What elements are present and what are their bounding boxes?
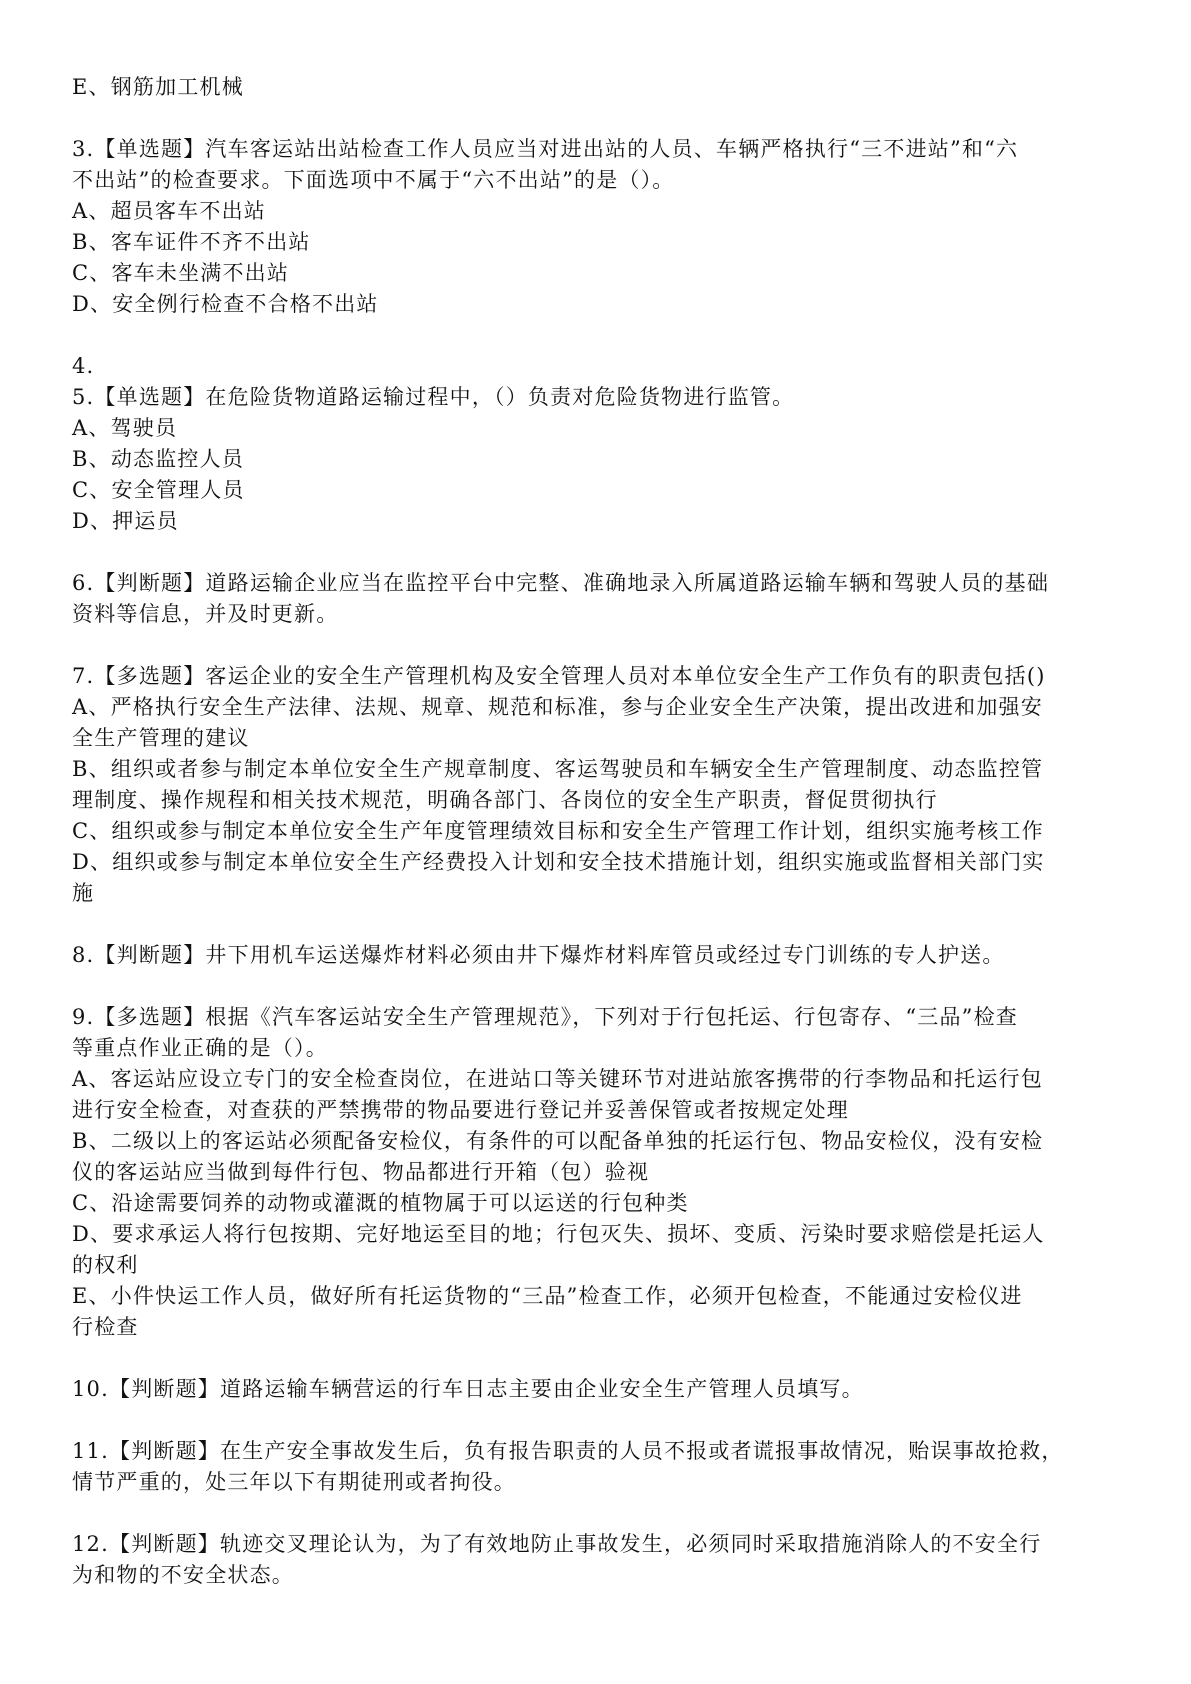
text-line: D、押运员 [72,509,179,533]
question-block [72,1529,1127,1591]
text-line: 行检查 [72,1315,139,1339]
text-line: 3.【单选题】汽车客运站出站检查工作人员应当对进出站的人员、车辆严格执行“三不进站”和“六 [72,137,1019,161]
text-line: 施 [72,881,95,905]
text-line: 等重点作业正确的是（）。 [72,1036,328,1060]
question-block [72,1436,1127,1498]
text-line: B、动态监控人员 [72,447,245,471]
paragraph-gap [72,1343,1127,1374]
text-line: 4. [72,354,95,378]
paragraph-gap [72,1405,1127,1436]
text-line: 资料等信息，并及时更新。 [72,602,339,626]
text-line: A、客运站应设立专门的安全检查岗位，在进站口等关键环节对进站旅客携带的行李物品和托运行包 [72,1067,1043,1091]
paragraph-gap [72,909,1127,940]
text-line: B、二级以上的客运站必须配备安检仪，有条件的可以配备单独的托运行包、物品安检仪，没有安检 [72,1129,1044,1153]
text-line: 理制度、操作规程和相关技术规范，明确各部门、各岗位的安全生产职责，督促贯彻执行 [72,788,938,812]
question-block [72,1002,1127,1343]
text-line: 8.【判断题】井下用机车运送爆炸材料必须由井下爆炸材料库管员或经过专门训练的专人护送。 [72,943,1005,967]
paragraph-gap [72,1498,1127,1529]
text-line: C、客车未坐满不出站 [72,261,290,285]
question-block [72,661,1127,909]
text-line: A、驾驶员 [72,416,178,440]
text-line: 6.【判断题】道路运输企业应当在监控平台中完整、准确地录入所属道路运输车辆和驾驶人员的基础 [72,571,1050,595]
text-line: 不出站”的检查要求。下面选项中不属于“六不出站”的是（）。 [72,168,675,192]
question-block [72,72,1127,103]
text-line: 12.【判断题】轨迹交叉理论认为，为了有效地防止事故发生，必须同时采取措施消除人的不安全行 [72,1532,1042,1556]
text-line: 11.【判断题】在生产安全事故发生后，负有报告职责的人员不报或者谎报事故情况，贻误事故抢救， [72,1439,1064,1463]
text-line: D、组织或参与制定本单位安全生产经费投入计划和安全技术措施计划，组织实施或监督相关部门实 [72,850,1045,874]
text-line: A、严格执行安全生产法律、法规、规章、规范和标准，参与企业安全生产决策，提出改进和加强安 [72,695,1043,719]
question-block [72,568,1127,630]
text-line: E、小件快运工作人员，做好所有托运货物的“三品”检查工作，必须开包检查，不能通过安检仪进 [72,1284,1023,1308]
text-line: 仪的客运站应当做到每件行包、物品都进行开箱（包）验视 [72,1160,650,1184]
paragraph-gap [72,320,1127,351]
text-line: 为和物的不安全状态。 [72,1563,294,1587]
text-line: 进行安全检查，对查获的严禁携带的物品要进行登记并妥善保管或者按规定处理 [72,1098,849,1122]
text-line: 9.【多选题】根据《汽车客运站安全生产管理规范》，下列对于行包托运、行包寄存、“三品”检查 [72,1005,1019,1029]
question-block [72,1374,1127,1405]
text-line: C、安全管理人员 [72,478,245,502]
text-line: B、客车证件不齐不出站 [72,230,311,254]
text-line: D、要求承运人将行包按期、完好地运至目的地；行包灭失、损坏、变质、污染时要求赔偿是托运人 [72,1222,1045,1246]
text-line: D、安全例行检查不合格不出站 [72,292,379,316]
question-block [72,351,1127,537]
text-line: 的权利 [72,1253,139,1277]
text-line: C、沿途需要饲养的动物或灌溉的植物属于可以运送的行包种类 [72,1191,689,1215]
text-line: 5.【单选题】在危险货物道路运输过程中，（）负责对危险货物进行监管。 [72,385,795,409]
text-line: 情节严重的，处三年以下有期徒刑或者拘役。 [72,1470,516,1494]
question-block [72,940,1127,971]
text-line: A、超员客车不出站 [72,199,266,223]
text-line: B、组织或者参与制定本单位安全生产规章制度、客运驾驶员和车辆安全生产管理制度、动态监控管 [72,757,1044,781]
text-line: 7.【多选题】客运企业的安全生产管理机构及安全管理人员对本单位安全生产工作负有的职责包括() [72,664,1046,688]
paragraph-gap [72,630,1127,661]
text-line: 全生产管理的建议 [72,726,250,750]
question-block [72,134,1127,320]
text-line: E、钢筋加工机械 [72,75,244,99]
text-line: C、组织或参与制定本单位安全生产年度管理绩效目标和安全生产管理工作计划，组织实施考核工作 [72,819,1044,843]
paragraph-gap [72,537,1127,568]
paragraph-gap [72,971,1127,1002]
paragraph-gap [72,103,1127,134]
text-line: 10.【判断题】道路运输车辆营运的行车日志主要由企业安全生产管理人员填写。 [72,1377,864,1401]
